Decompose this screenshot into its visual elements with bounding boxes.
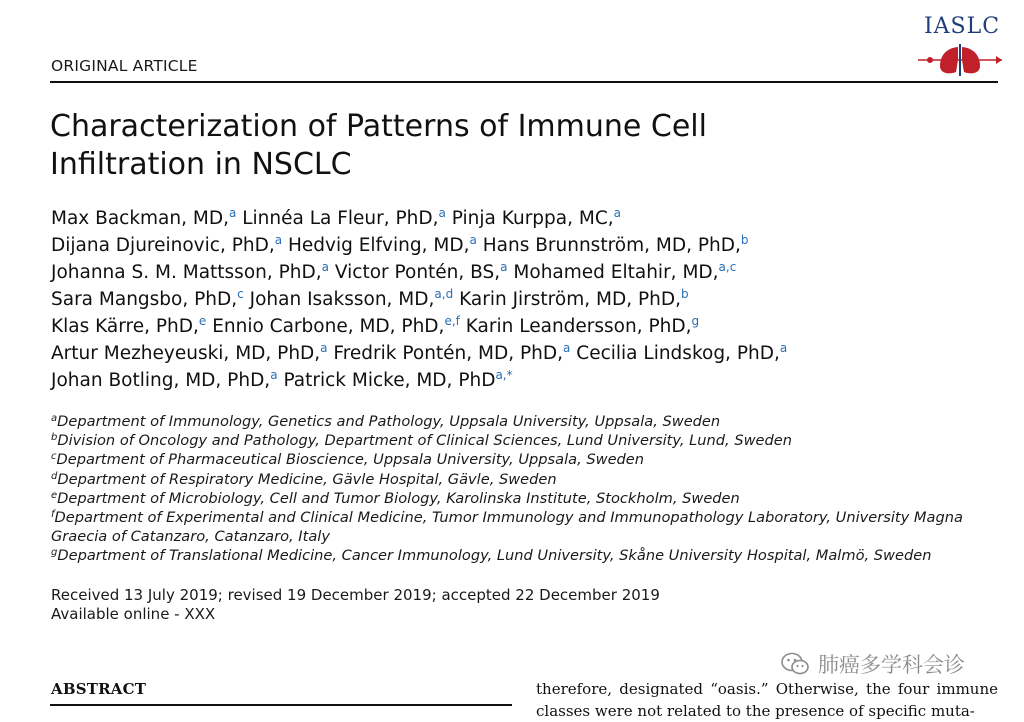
author-affiliation-sup[interactable]: a (779, 341, 788, 355)
author-list (51, 205, 1011, 394)
author-name: Klas Kärre, PhD, (51, 316, 199, 337)
article-dates (51, 586, 660, 624)
affiliation-sup: f (51, 509, 55, 521)
author-affiliation-sup[interactable]: a (274, 233, 283, 247)
affiliation-item (51, 470, 1001, 489)
affiliation-item (51, 546, 1001, 565)
affiliation-text: Department of Immunology, Genetics and Pathology, Uppsala University, Uppsala, Sweden (57, 413, 721, 430)
author-affiliation-sup[interactable]: a (613, 206, 621, 220)
watermark (780, 650, 965, 678)
author-line (51, 340, 1011, 367)
author-affiliation-sup[interactable]: a (469, 233, 477, 247)
header-rule (50, 81, 998, 83)
body-text-column: therefore, designated “oasis.” Otherwise, the four immune classes were not related to the presence of specific muta- (536, 680, 998, 720)
affiliation-item (51, 412, 1001, 431)
affiliation-text: Division of Oncology and Pathology, Department of Clinical Sciences, Lund University, Lund, Sweden (57, 432, 793, 450)
affiliation-sup: c (51, 451, 57, 463)
affiliation-list (51, 412, 1001, 566)
author-line (51, 232, 1011, 259)
author-line (51, 367, 1011, 394)
author-name: Fredrik Pontén, MD, PhD, (333, 343, 564, 364)
author-affiliation-sup[interactable]: a (228, 206, 237, 220)
author-affiliation-sup[interactable]: a (500, 260, 508, 274)
author-line (51, 313, 1011, 340)
author-name: Johan Botling, MD, PhD, (51, 370, 271, 391)
affiliation-text: Department of Respiratory Medicine, Gävle Hospital, Gävle, Sweden (57, 470, 557, 488)
author-name: Linnéa La Fleur, PhD, (242, 208, 439, 229)
author-line (51, 259, 1011, 286)
affiliation-text: Department of Pharmaceutical Bioscience, Uppsala University, Uppsala, Sweden (56, 451, 645, 469)
affiliation-text: Department of Translational Medicine, Cancer Immunology, Lund University, Skåne University Hospital, Malmö, Sweden (57, 547, 932, 565)
affiliation-item (51, 508, 1001, 546)
available-online: Available online - XXX (51, 605, 216, 623)
watermark-text: 肺癌多学科会诊 (818, 653, 965, 677)
author-name: Mohamed Eltahir, MD, (513, 262, 719, 283)
author-name: Karin Leandersson, PhD, (465, 316, 692, 337)
author-affiliation-sup[interactable]: b (680, 287, 689, 301)
author-affiliation-sup[interactable]: a (563, 341, 571, 355)
author-affiliation-sup[interactable]: a (321, 260, 329, 274)
author-name: Hans Brunnström, MD, PhD, (482, 235, 741, 256)
author-line (51, 205, 1011, 232)
abstract-heading: ABSTRACT (51, 680, 147, 698)
author-name: Max Backman, MD, (51, 208, 229, 229)
author-affiliation-sup[interactable]: a,d (434, 287, 454, 301)
received-dates: Received 13 July 2019; revised 19 December 2019; accepted 22 December 2019 (51, 586, 660, 604)
affiliation-item (51, 489, 1001, 508)
affiliation-sup: b (51, 432, 58, 444)
article-title (50, 108, 930, 184)
author-name: Pinja Kurppa, MC, (451, 208, 614, 229)
author-line (51, 286, 1011, 313)
author-name: Cecilia Lindskog, PhD, (576, 343, 780, 364)
author-affiliation-sup[interactable]: g (691, 314, 700, 328)
author-affiliation-sup[interactable]: a,* (495, 368, 513, 382)
affiliation-text: Department of Experimental and Clinical Medicine, Tumor Immunology and Immunopathology Laboratory, University Magna Graecia of Catanzaro, Catanzaro, Italy (51, 509, 963, 546)
affiliation-sup: a (51, 413, 58, 424)
affiliation-text: Department of Microbiology, Cell and Tumor Biology, Karolinska Institute, Stockholm, Sweden (57, 489, 740, 507)
iaslc-logo (912, 14, 1008, 78)
author-name: Ennio Carbone, MD, PhD, (212, 316, 445, 337)
title-line: Characterization of Patterns of Immune Cell (50, 109, 707, 144)
author-affiliation-sup[interactable]: a,c (718, 260, 737, 274)
author-name: Dijana Djureinovic, PhD, (51, 235, 275, 256)
abstract-rule (50, 704, 512, 706)
author-name: Victor Pontén, BS, (334, 262, 501, 283)
lungs-emblem-icon (916, 42, 1004, 78)
author-name: Karin Jirström, MD, PhD, (459, 289, 681, 310)
author-name: Johan Isaksson, MD, (249, 289, 435, 310)
author-affiliation-sup[interactable]: e,f (444, 314, 460, 328)
title-line: Infiltration in NSCLC (50, 147, 352, 182)
author-name: Hedvig Elfving, MD, (287, 235, 470, 256)
author-affiliation-sup[interactable]: a (438, 206, 446, 220)
author-name: Sara Mangsbo, PhD, (51, 289, 238, 310)
affiliation-item (51, 431, 1001, 450)
author-name: Patrick Micke, MD, PhD (283, 370, 496, 391)
author-affiliation-sup[interactable]: b (740, 233, 749, 247)
author-affiliation-sup[interactable]: c (237, 287, 244, 301)
affiliation-sup: g (51, 547, 58, 559)
author-affiliation-sup[interactable]: e (198, 314, 207, 328)
affiliation-sup: d (51, 470, 58, 482)
author-name: Johanna S. M. Mattsson, PhD, (51, 262, 322, 283)
article-type-label: ORIGINAL ARTICLE (51, 57, 198, 75)
author-affiliation-sup[interactable]: a (270, 368, 278, 382)
affiliation-sup: e (51, 489, 58, 501)
wechat-icon (780, 651, 810, 677)
logo-text: IASLC (923, 14, 1001, 39)
author-affiliation-sup[interactable]: a (320, 341, 328, 355)
affiliation-item (51, 450, 1001, 469)
author-name: Artur Mezheyeuski, MD, PhD, (51, 343, 321, 364)
